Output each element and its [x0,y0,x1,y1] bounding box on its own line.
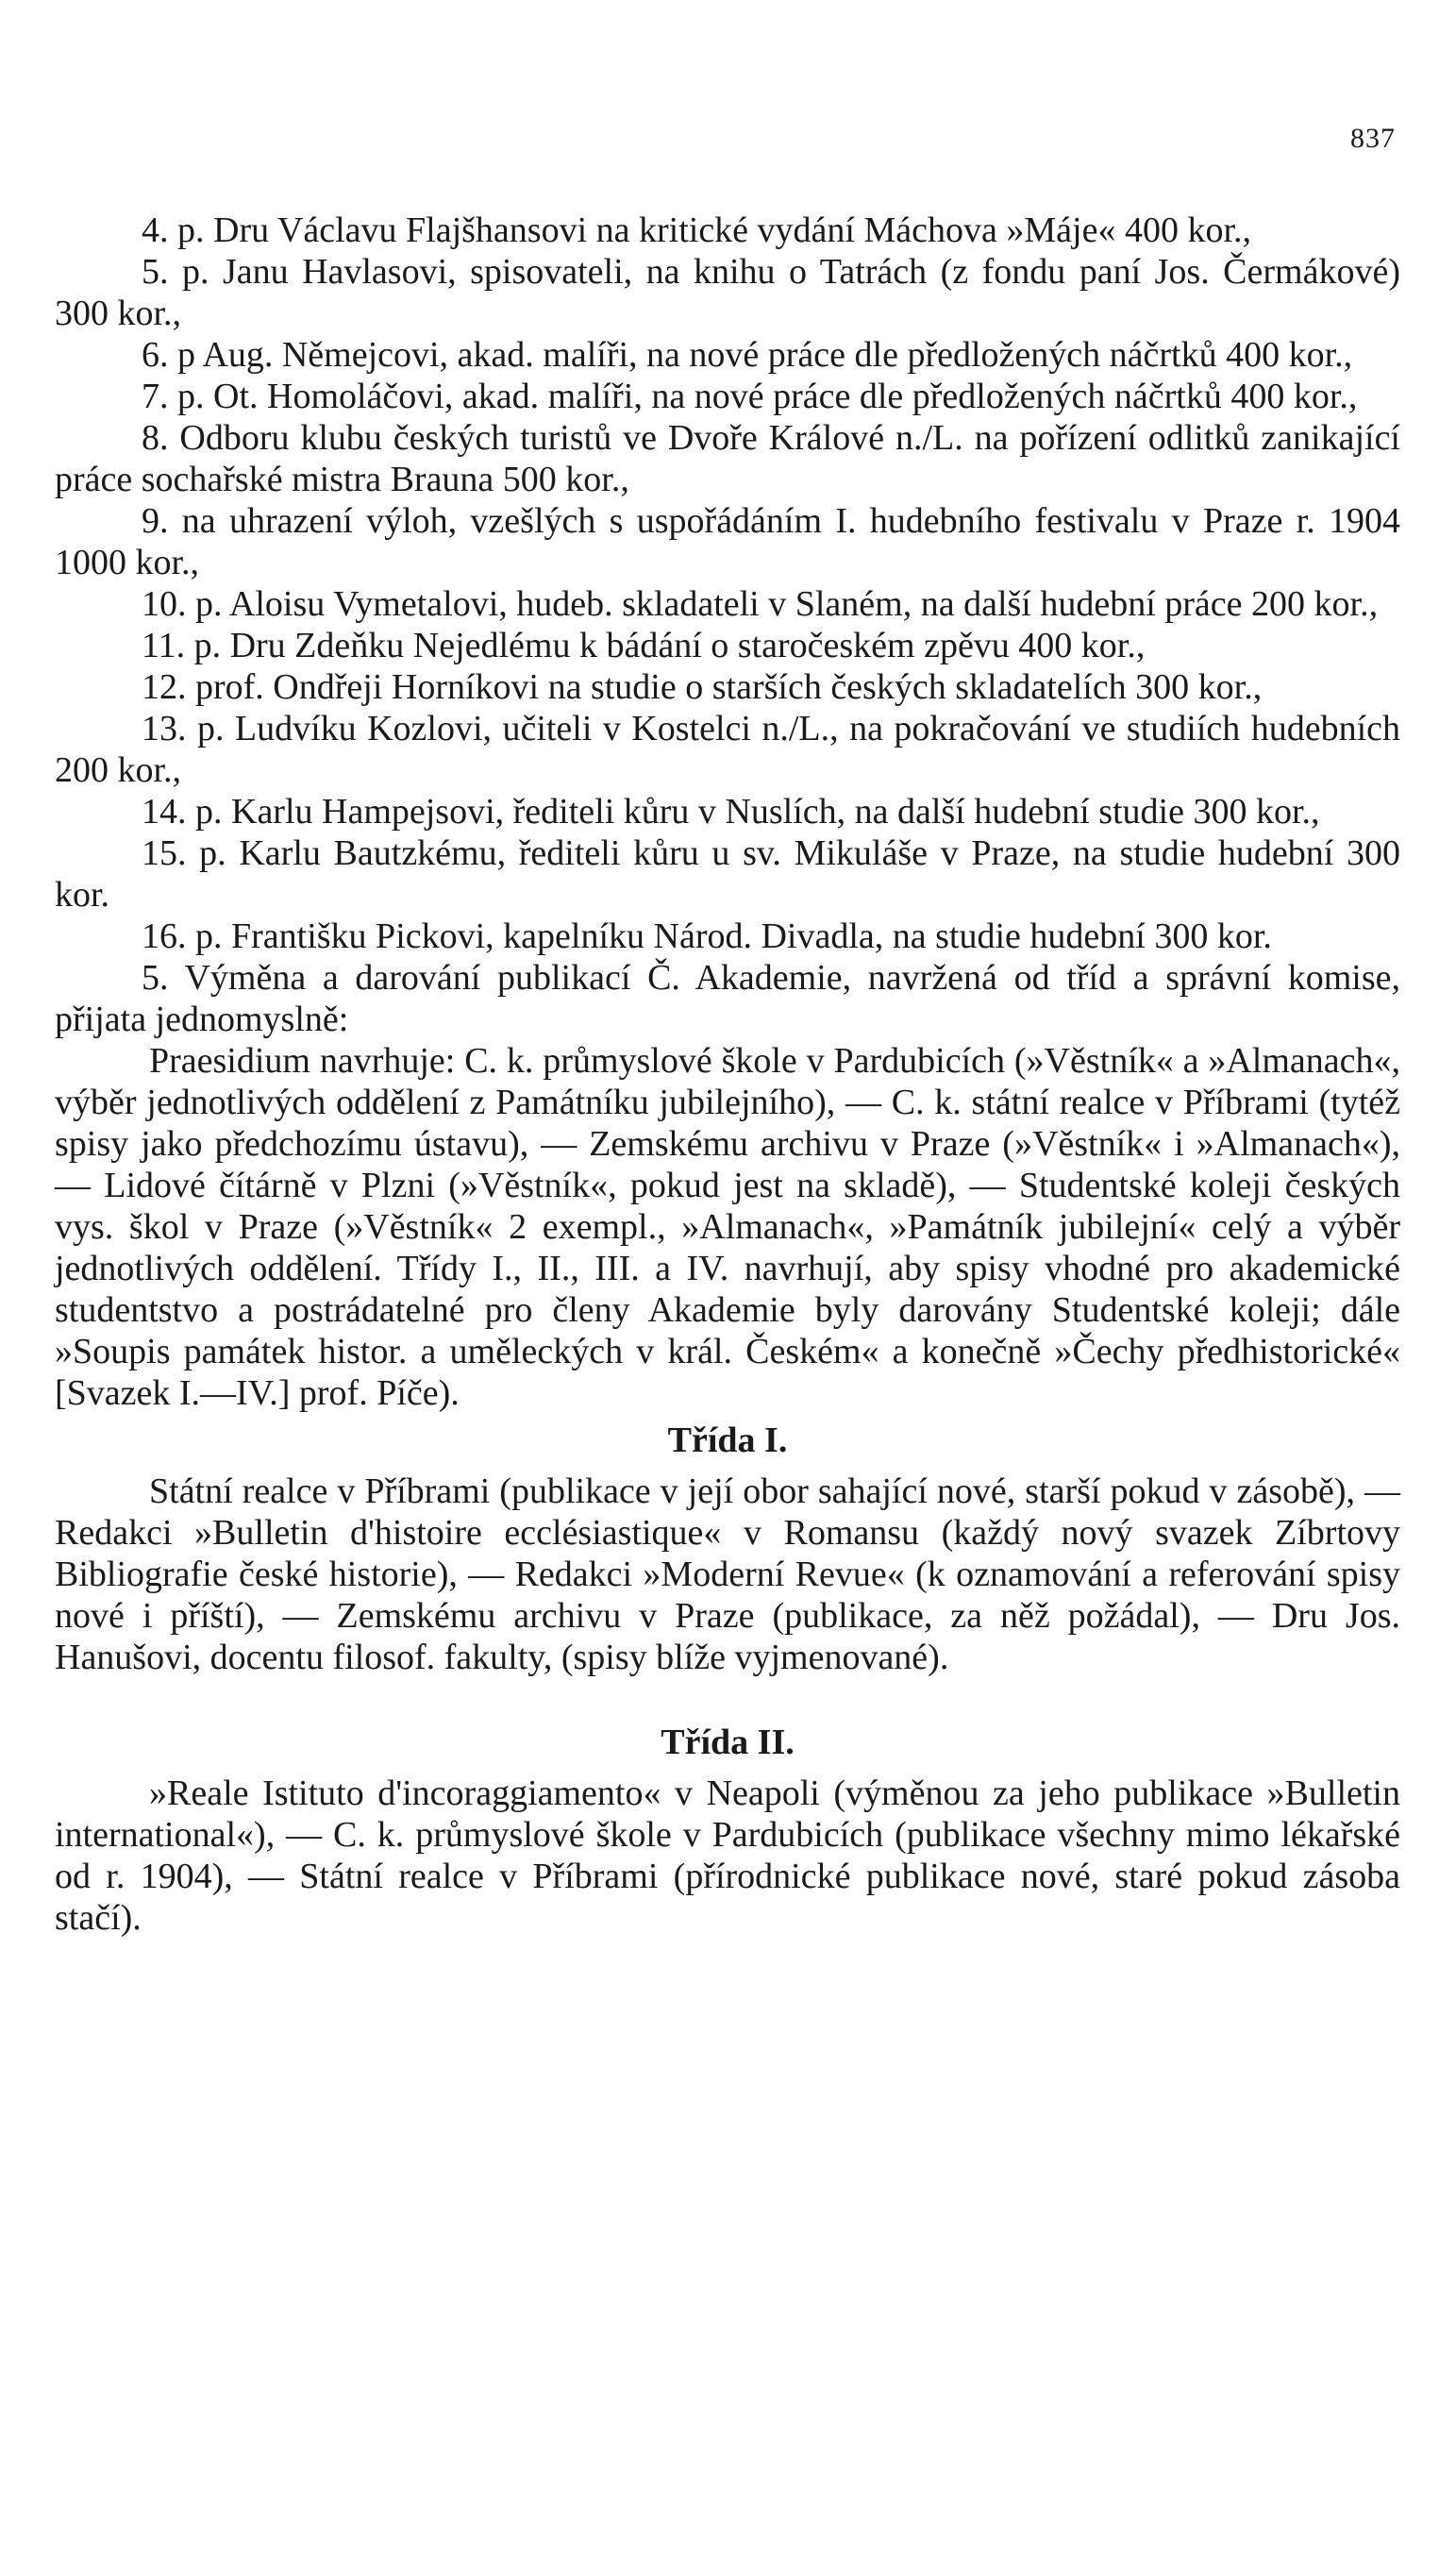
list-item: 5. p. Janu Havlasovi, spisovateli, na knihu o Tatrách (z fondu paní Jos. Čermákové) 300 kor., [55,252,1400,333]
section-spacer [55,1678,1400,1716]
trida-1-heading: Třída I. [667,1420,788,1460]
body-text [55,210,1400,1939]
list-item: 8. Odboru klubu českých turistů ve Dvoře Králové n./L. na pořízení odlitků zanikající práce sochařské mistra Brauna 500 kor., [55,418,1400,499]
list-item: 10. p. Aloisu Vymetalovi, hudeb. skladateli v Slaném, na další hudební práce 200 kor., [142,584,1379,624]
page-number: 837 [1350,123,1396,154]
list-item: 14. p. Karlu Hampejsovi, řediteli kůru v Nuslích, na další hudební studie 300 kor., [142,792,1320,832]
list-item: 16. p. Františku Pickovi, kapelníku Národ. Divadla, na studie hudební 300 kor. [142,916,1272,956]
list-item: 7. p. Ot. Homoláčovi, akad. malíři, na nové práce dle předložených náčrtků 400 kor., [142,377,1358,416]
list-item: 9. na uhrazení výloh, vzešlých s uspořádáním I. hudebního festivalu v Praze r. 1904 1000 kor., [55,501,1400,582]
praesidium-paragraph: Praesidium navrhuje: C. k. průmyslové škole v Pardubicích (»Věstník« a »Almanach«, výběr jednotlivých oddělení z Památníku jubilejního), — C. k. státní realce v Příbrami (tytéž spisy jako předchozímu ústavu), — Zemskému archivu v Praze (»Věstník« i »Almanach«), — Lidové čítárně v Plzni (»Věstník«, pokud jest na skladě), — Studentské koleji českých vys. škol v Praze (»Věstník« 2 exempl., »Almanach«, »Památník jubilejní« celý a výběr jednotlivých oddělení. Třídy I., II., III. a IV. navrhují, aby spisy vhodné pro akademické studentstvo a postrádatelné pro členy Akademie byly darovány Studentské koleji; dále »Soupis památek histor. a uměleckých v král. Českém« a konečně »Čechy předhistorické« [Svazek I.—IV.] prof. Píče). [55,1041,1400,1413]
trida-1-paragraph: Státní realce v Příbrami (publikace v její obor sahající nové, starší pokud v zásobě), — Redakci »Bulletin d'histoire ecclésiastique« v Romansu (každý nový svazek Zíbrtovy Bibliografie české historie), — Redakci »Moderní Revue« (k oznamování a referování spisy nové i příští), — Zemskému archivu v Praze (publikace, za něž požádal), — Dru Jos. Hanušovi, docentu filosof. fakulty, (spisy blíže vyjmenované). [55,1471,1400,1677]
trida-2-paragraph: »Reale Istituto d'incoraggiamento« v Neapoli (výměnou za jeho publikace »Bulletin international«), — C. k. průmyslové škole v Pardubicích (publikace všechny mimo lékařské od r. 1904), — Státní realce v Příbrami (přírodnické publikace nové, staré pokud zásoba stačí). [55,1774,1400,1938]
list-item: 15. p. Karlu Bautzkému, řediteli kůru u sv. Mikuláše v Praze, na studie hudební 300 kor. [55,833,1400,915]
list-item: 12. prof. Ondřeji Horníkovi na studie o starších českých skladatelích 300 kor., [142,667,1263,707]
trida-2-heading: Třída II. [661,1723,795,1762]
list-item: 11. p. Dru Zdeňku Nejedlému k bádání o staročeském zpěvu 400 kor., [142,626,1146,665]
list-item: 6. p Aug. Němejcovi, akad. malíři, na nové práce dle předložených náčrtků 400 kor., [142,335,1353,375]
list-item: 4. p. Dru Václavu Flajšhansovi na kritické vydání Máchova »Máje« 400 kor., [142,210,1251,250]
list-item: 13. p. Ludvíku Kozlovi, učiteli v Kostelci n./L., na pokračování ve studiích hudebních 200 kor., [55,709,1400,790]
section-five-intro: 5. Výměna a darování publikací Č. Akademie, navržená od tříd a správní komise, přijata jednomyslně: [55,958,1400,1039]
